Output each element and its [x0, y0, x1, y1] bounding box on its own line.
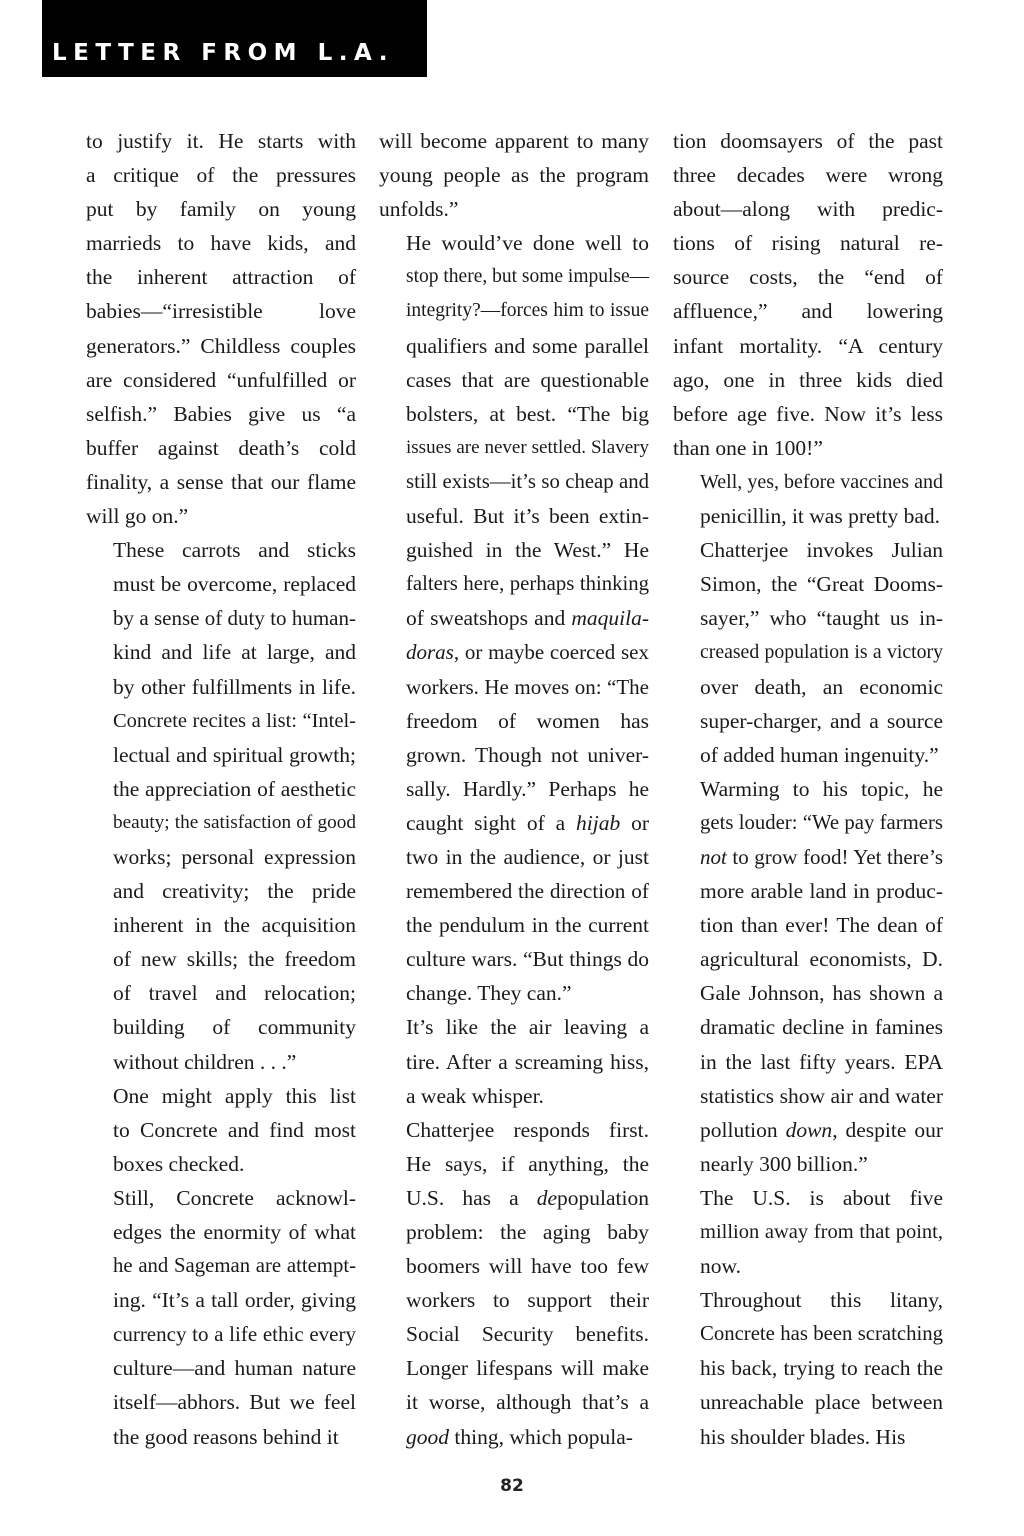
text-line: beauty; the satisfaction of good [113, 811, 356, 833]
text-line: pollution down, despite our [700, 1117, 943, 1142]
text-line: boxes checked. [113, 1151, 245, 1176]
text-line: three decades were wrong [673, 163, 943, 188]
text-line: Warming to his topic, he [700, 776, 943, 801]
text-line: It’s like the air leaving a [406, 1015, 649, 1040]
text-line: without children . . .” [113, 1049, 297, 1074]
text-line: grown. Though not univer- [406, 742, 649, 767]
text-line: Well, yes, before vaccines and [700, 470, 943, 493]
text-line: dramatic decline in famines [700, 1015, 943, 1040]
text-line: ago, one in three kids died [673, 367, 943, 392]
text-line: the good reasons behind it [113, 1424, 339, 1449]
text-line: He says, if anything, the [406, 1151, 649, 1176]
text-line: Longer lifespans will make [406, 1356, 649, 1381]
text-line: tions of rising natural re- [673, 231, 943, 256]
text-line: Concrete has been scratching [700, 1323, 943, 1346]
italic-word: de [536, 1185, 558, 1210]
text-line: culture wars. “But things do [406, 947, 649, 972]
text-line: than one in 100!” [673, 435, 823, 460]
text-line: more arable land in produc- [700, 879, 943, 904]
text-line: not to grow food! Yet there’s [700, 844, 943, 869]
text-line: inherent in the acquisition [113, 913, 356, 938]
text-line: penicillin, it was pretty bad. [700, 504, 941, 529]
text-line: generators.” Childless couples [86, 333, 356, 358]
text-line: boomers will have too few [406, 1254, 649, 1279]
text-line: guished in the West.” He [406, 538, 649, 563]
italic-word: down [785, 1117, 833, 1142]
paragraph [673, 533, 943, 772]
text-line: nearly 300 billion.” [700, 1151, 868, 1176]
section-title: LETTER FROM L.A. [52, 40, 394, 66]
text-line: The U.S. is about five [700, 1185, 943, 1210]
text-line: are considered “unfulfilled or [86, 367, 356, 392]
text-line: over death, an economic [700, 674, 943, 699]
text-line: and creativity; the pride [113, 879, 356, 904]
paragraph [379, 226, 649, 1010]
italic-word: hijab [576, 810, 621, 835]
italic-word: good [406, 1424, 449, 1449]
text-line: issues are never settled. Slavery [406, 436, 649, 458]
text-line: to justify it. He starts with [86, 129, 356, 153]
text-line: put by family on young [86, 197, 356, 222]
text-line: a critique of the pressures [86, 163, 356, 188]
text-line: tire. After a screaming hiss, [406, 1049, 649, 1074]
text-line: Concrete recites a list: “Intel- [113, 709, 356, 732]
text-line: building of community [113, 1015, 356, 1040]
text-line: it worse, although that’s a [406, 1390, 649, 1415]
text-line: will go on.” [86, 504, 189, 529]
text-line: itself—abhors. But we feel [113, 1390, 356, 1415]
paragraph [673, 772, 943, 1181]
italic-word: maquila- [571, 606, 649, 631]
italic-word: doras [406, 640, 454, 665]
text-line: young people as the program [379, 163, 649, 188]
text-line: These carrots and sticks [113, 538, 356, 563]
text-line: source costs, the “end of [673, 265, 943, 290]
paragraph [379, 1113, 649, 1454]
text-line: the inherent attraction of [86, 265, 356, 290]
text-line: a weak whisper. [406, 1083, 544, 1108]
paragraph [86, 1079, 356, 1181]
paragraph [673, 465, 943, 533]
text-line: currency to a life ethic every [113, 1322, 356, 1347]
text-column-1 [86, 124, 356, 1454]
text-line: Simon, the “Great Dooms- [700, 572, 943, 597]
text-line: tion doomsayers of the past [673, 129, 943, 153]
text-line: falters here, perhaps thinking [406, 573, 649, 596]
text-line: of added human ingenuity.” [700, 742, 939, 767]
text-line: U.S. has a depopulation [406, 1185, 649, 1210]
text-line: selfish.” Babies give us “a [86, 401, 356, 426]
text-line: statistics show air and water [700, 1083, 943, 1108]
page-number: 82 [500, 1476, 524, 1496]
text-line: stop there, but some impulse— [406, 266, 650, 288]
text-line: problem: the aging baby [406, 1220, 649, 1244]
text-line: Social Security benefits. [406, 1322, 649, 1347]
text-line: Still, Concrete acknowl- [113, 1185, 356, 1210]
text-column-2 [379, 124, 649, 1454]
text-line: creased population is a victory [700, 641, 943, 664]
paragraph [86, 1181, 356, 1454]
text-line: the appreciation of aesthetic [113, 776, 356, 801]
text-line: by other fulfillments in life. [113, 674, 356, 699]
text-line: He would’ve done well to [406, 231, 649, 256]
text-line: the pendulum in the current [406, 913, 649, 938]
text-line: caught sight of a hijab or [406, 810, 649, 835]
section-header-bar [42, 0, 427, 77]
text-line: in the last fifty years. EPA [700, 1049, 943, 1074]
paragraph [673, 1283, 943, 1453]
text-line: culture—and human nature [113, 1356, 356, 1381]
text-line: qualifiers and some parallel [406, 333, 649, 358]
text-line: unfolds.” [379, 197, 459, 222]
text-line: super-charger, and a source [700, 708, 943, 733]
text-line: lectual and spiritual growth; [113, 742, 356, 767]
text-line: to Concrete and find most [113, 1117, 356, 1142]
text-line: ing. “It’s a tall order, giving [113, 1288, 356, 1313]
text-line: of new skills; the freedom [113, 947, 356, 972]
text-line: babies—“irresistible love [86, 299, 356, 324]
paragraph [673, 124, 943, 465]
text-line: unreachable place between [700, 1390, 943, 1415]
text-line: now. [700, 1254, 742, 1279]
text-line: integrity?—forces him to issue [406, 300, 649, 322]
text-line: doras, or maybe coerced sex [406, 640, 649, 665]
text-line: of travel and relocation; [113, 981, 356, 1006]
text-line: of sweatshops and maquila- [406, 606, 649, 631]
text-line: still exists—it’s so cheap and [406, 470, 649, 493]
text-line: marrieds to have kids, and [86, 231, 356, 256]
italic-word: not [700, 844, 727, 869]
text-line: remembered the direction of [406, 879, 649, 904]
text-line: agricultural economists, D. [700, 947, 943, 972]
text-line: One might apply this list [113, 1083, 356, 1108]
text-line: finality, a sense that our flame [86, 469, 356, 494]
text-line: workers to support their [406, 1288, 649, 1313]
paragraph [86, 124, 356, 533]
text-line: million away from that point, [700, 1221, 943, 1243]
text-line: workers. He moves on: “The [406, 674, 649, 699]
text-line: his shoulder blades. His [700, 1424, 906, 1449]
text-line: will become apparent to many [379, 129, 649, 153]
paragraph [379, 124, 649, 226]
text-line: Throughout this litany, [700, 1288, 943, 1313]
paragraph [379, 1010, 649, 1112]
text-line: Chatterjee invokes Julian [700, 538, 943, 563]
text-line: sally. Hardly.” Perhaps he [406, 776, 649, 801]
text-line: tion than ever! The dean of [700, 913, 943, 938]
text-line: affluence,” and lowering [673, 299, 943, 324]
paragraph [673, 1181, 943, 1283]
text-line: kind and life at large, and [113, 640, 356, 665]
text-column-3 [673, 124, 943, 1454]
text-line: infant mortality. “A century [673, 333, 943, 358]
text-line: freedom of women has [406, 708, 649, 733]
text-line: his back, trying to reach the [700, 1356, 943, 1381]
text-line: before age five. Now it’s less [673, 401, 943, 426]
text-line: cases that are questionable [406, 367, 649, 392]
text-line: sayer,” who “taught us in- [700, 606, 943, 631]
text-line: two in the audience, or just [406, 844, 649, 869]
text-line: he and Sageman are attempt- [113, 1255, 356, 1278]
paragraph [86, 533, 356, 1079]
text-line: works; personal expression [113, 844, 356, 869]
text-line: about—along with predic- [673, 197, 943, 222]
text-line: good thing, which popula- [406, 1424, 633, 1449]
text-line: must be overcome, replaced [113, 572, 356, 597]
text-line: edges the enormity of what [113, 1220, 356, 1244]
text-line: useful. But it’s been extin- [406, 504, 649, 529]
text-line: by a sense of duty to human- [113, 606, 356, 631]
text-line: Chatterjee responds first. [406, 1117, 649, 1142]
text-line: bolsters, at best. “The big [406, 401, 649, 426]
text-line: buffer against death’s cold [86, 435, 356, 460]
text-line: change. They can.” [406, 981, 572, 1006]
text-line: Gale Johnson, has shown a [700, 981, 943, 1006]
text-line: gets louder: “We pay farmers [700, 811, 943, 834]
